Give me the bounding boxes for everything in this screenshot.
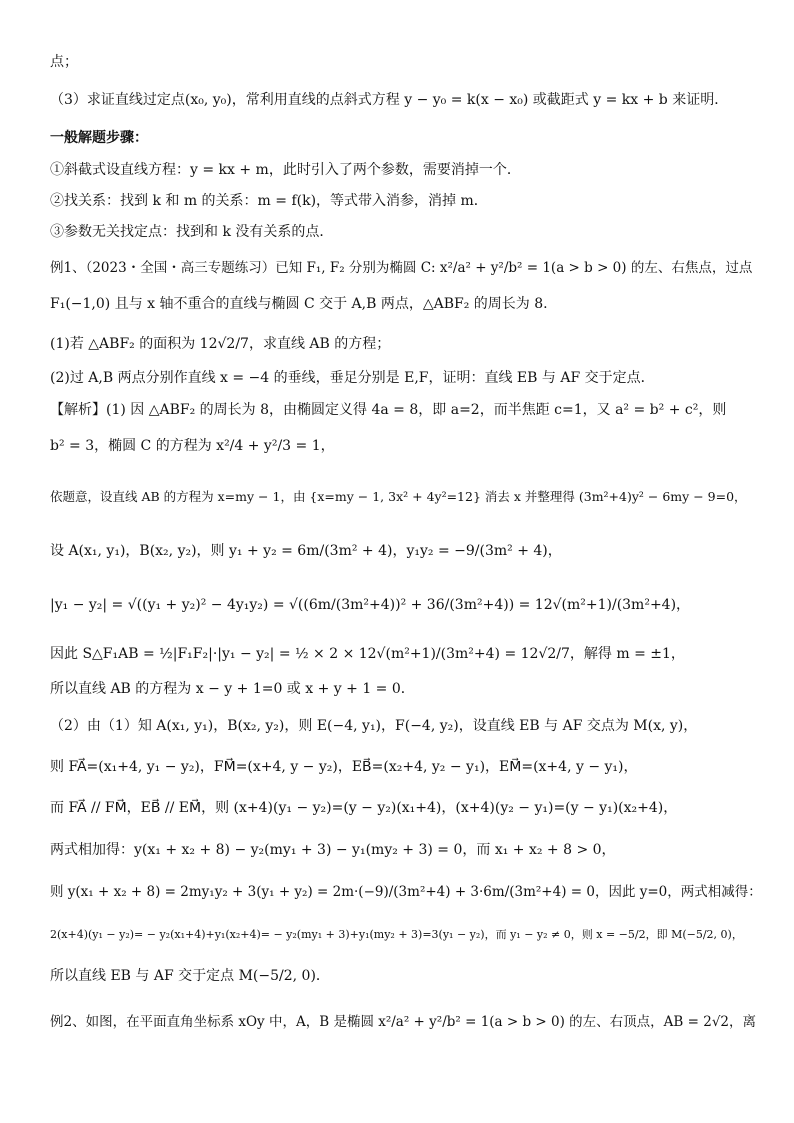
solution-line: 设 A(x₁, y₁)，B(x₂, y₂)，则 y₁ + y₂ = 6m/(3m² + 4)，y₁y₂ = −9/(3m² + 4)，: [50, 543, 562, 559]
example-heading: 例2、如图，在平面直角坐标系 xOy 中，A，B 是椭圆 x²/a² + y²/b² = 1(a > b > 0) 的左、右顶点，AB = 2√2，离: [50, 1014, 757, 1030]
question-item: (2)过 A,B 两点分别作直线 x = −4 的垂线，垂足分别是 E,F，证明：直线 EB 与 AF 交于定点．: [50, 370, 655, 386]
solution-line: 依题意，设直线 AB 的方程为 x=my − 1，由 {x=my − 1, 3x² + 4y²=12} 消去 x 并整理得 (3m²+4)y² − 6my − 9=0，: [50, 489, 747, 504]
solution-line: 【解析】(1) 因 △ABF₂ 的周长为 8，由椭圆定义得 4a = 8，即 a=2，而半焦距 c=1，又 a² = b² + c²，则: [50, 402, 727, 418]
text-line: F₁(−1,0) 且与 x 轴不重合的直线与椭圆 C 交于 A,B 两点，△ABF₂ 的周长为 8.: [50, 296, 548, 312]
solution-line: 因此 S△F₁AB = ½|F₁F₂|·|y₁ − y₂| = ½ × 2 × 12√(m²+1)/(3m²+4) = 12√2/7，解得 m = ±1，: [50, 646, 685, 662]
solution-line: 所以直线 EB 与 AF 交于定点 M(−5/2, 0)．: [50, 968, 330, 984]
text-line: 点；: [50, 54, 78, 70]
solution-line: 则 FA⃗=(x₁+4, y₁ − y₂)，FM⃗=(x+4, y − y₂)，EB⃗=(x₂+4, y₂ − y₁)，EM⃗=(x+4, y − y₁)，: [50, 759, 638, 775]
solution-line: b² = 3，椭圆 C 的方程为 x²/4 + y²/3 = 1，: [50, 438, 335, 454]
question-item: (1)若 △ABF₂ 的面积为 12√2/7，求直线 AB 的方程；: [50, 336, 391, 352]
solution-line: 2(x+4)(y₁ − y₂)= − y₂(x₁+4)+y₁(x₂+4)= − y₂(my₁ + 3)+y₁(my₂ + 3)=3(y₁ − y₂)，而 y₁ − y₂ ≠ 0，则 x = −5/2，即 M(−5/2, 0)，: [50, 928, 743, 941]
section-heading: 一般解题步骤：: [50, 130, 148, 146]
example-heading: 例1、（2023・全国・高三专题练习）已知 F₁, F₂ 分别为椭圆 C: x²/a² + y²/b² = 1(a > b > 0) 的左、右焦点，过点: [50, 260, 753, 276]
solution-line: 两式相加得：y(x₁ + x₂ + 8) − y₂(my₁ + 3) − y₁(my₂ + 3) = 0，而 x₁ + x₂ + 8 > 0，: [50, 842, 616, 858]
text-line: ③参数无关找定点：找到和 k 没有关系的点．: [50, 224, 334, 240]
text-line: （3）求证直线过定点(x₀, y₀)，常利用直线的点斜式方程 y − y₀ = k(x − x₀) 或截距式 y = kx + b 来证明．: [50, 92, 729, 108]
solution-line: 而 FA⃗ // FM⃗，EB⃗ // EM⃗，则 (x+4)(y₁ − y₂)=(y − y₂)(x₁+4)，(x+4)(y₂ − y₁)=(y − y₁)(x₂+4)，: [50, 800, 678, 816]
text-line: ②找关系：找到 k 和 m 的关系：m = f(k)，等式带入消参，消掉 m．: [50, 193, 488, 209]
solution-line: （2）由（1）知 A(x₁, y₁)，B(x₂, y₂)，则 E(−4, y₁)，F(−4, y₂)，设直线 EB 与 AF 交点为 M(x, y)，: [50, 718, 698, 734]
solution-line: |y₁ − y₂| = √((y₁ + y₂)² − 4y₁y₂) = √((6m/(3m²+4))² + 36/(3m²+4)) = 12√(m²+1)/(3m²+4)，: [50, 597, 691, 613]
solution-line: 则 y(x₁ + x₂ + 8) = 2my₁y₂ + 3(y₁ + y₂) = 2m·(−9)/(3m²+4) + 3·6m/(3m²+4) = 0，因此 y=0，两式相减得：: [50, 884, 762, 900]
solution-line: 所以直线 AB 的方程为 x − y + 1=0 或 x + y + 1 = 0．: [50, 681, 415, 697]
text-line: ①斜截式设直线方程：y = kx + m，此时引入了两个参数，需要消掉一个．: [50, 162, 521, 178]
